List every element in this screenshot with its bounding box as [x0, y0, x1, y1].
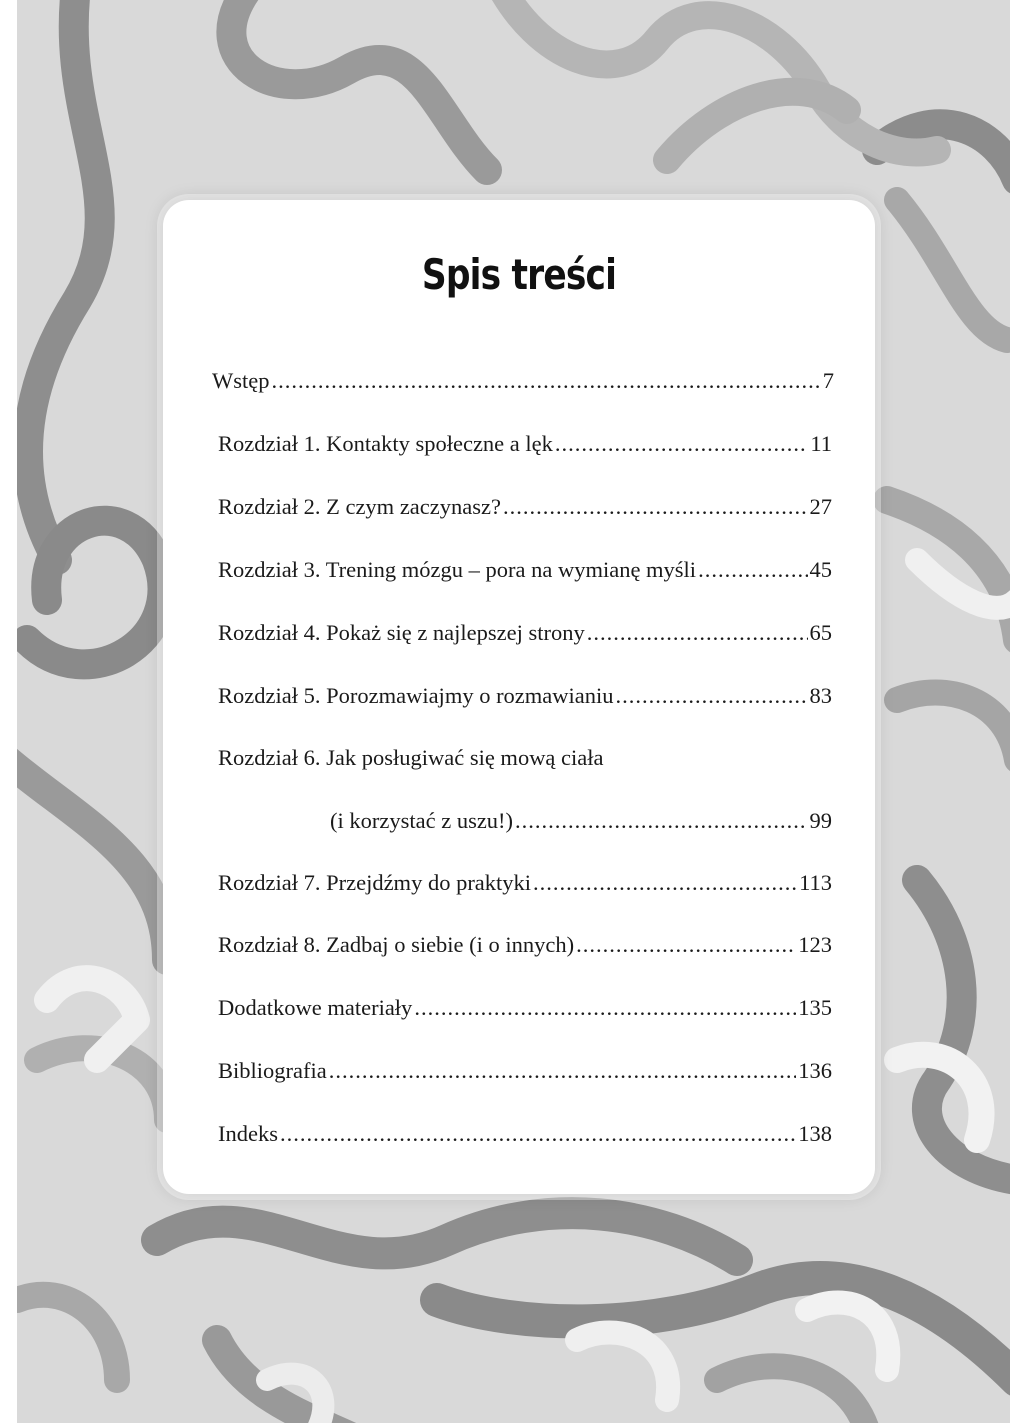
toc-leader-dots	[329, 1058, 797, 1084]
toc-entry[interactable]	[218, 431, 832, 457]
toc-entry[interactable]	[218, 995, 832, 1021]
toc-entry-label: (i korzystać z uszu!)	[330, 808, 514, 833]
toc-entry-page: 45	[809, 557, 832, 582]
toc-entry[interactable]	[218, 1058, 832, 1084]
toc-entry-page: 138	[798, 1121, 832, 1146]
toc-leader-dots	[503, 494, 808, 520]
toc-entry-page: 123	[798, 932, 832, 957]
toc-entry-label: Wstęp	[212, 368, 270, 393]
toc-entry[interactable]	[218, 557, 832, 583]
toc-entry[interactable]	[218, 932, 832, 958]
toc-entry-label: Rozdział 7. Przejdźmy do praktyki	[218, 870, 532, 895]
toc-leader-dots	[698, 557, 807, 583]
toc-entry-page: 99	[809, 808, 832, 833]
toc-leader-dots	[616, 683, 808, 709]
toc-entry-page: 135	[798, 995, 832, 1020]
toc-entry-page: 65	[809, 620, 832, 645]
toc-leader-dots	[414, 995, 796, 1021]
toc-entry[interactable]	[218, 1121, 832, 1147]
toc-leader-dots	[515, 808, 807, 834]
toc-entry[interactable]	[218, 620, 832, 646]
toc-leader-dots	[271, 368, 820, 394]
toc-entry-label: Rozdział 6. Jak posługiwać się mową ciała	[218, 745, 604, 770]
toc-leader-dots	[533, 870, 797, 896]
toc-entry-page: 7	[822, 368, 834, 393]
toc-entry-label: Dodatkowe materiały	[218, 995, 413, 1020]
toc-leader-dots	[555, 431, 808, 457]
toc-entry[interactable]	[212, 368, 834, 394]
toc-entry[interactable]	[218, 870, 832, 896]
toc-leader-dots	[587, 620, 808, 646]
toc-entry-page: 136	[798, 1058, 832, 1083]
toc-entry-label: Rozdział 4. Pokaż się z najlepszej strony	[218, 620, 585, 645]
toc-card	[163, 200, 875, 1194]
toc-entry-page: 11	[810, 431, 832, 456]
toc-entry[interactable]	[218, 683, 832, 709]
toc-entry-label: Rozdział 2. Z czym zaczynasz?	[218, 494, 501, 519]
page-title: Spis treści	[421, 250, 617, 299]
toc-entry-label: Rozdział 5. Porozmawiajmy o rozmawianiu	[218, 683, 614, 708]
toc-entry[interactable]	[218, 745, 832, 771]
toc-leader-dots	[280, 1121, 796, 1147]
toc-entry-page: 27	[809, 494, 832, 519]
toc-entry-label: Rozdział 1. Kontakty społeczne a lęk	[218, 431, 553, 456]
toc-leader-dots	[576, 932, 796, 958]
toc-entry[interactable]	[218, 494, 832, 520]
toc-entry-label: Rozdział 3. Trening mózgu – pora na wymianę myśli	[218, 557, 697, 582]
toc-entry-label: Rozdział 8. Zadbaj o siebie (i o innych)	[218, 932, 575, 957]
toc-entry-label: Bibliografia	[218, 1058, 327, 1083]
toc-entry-continuation[interactable]	[330, 808, 832, 834]
table-of-contents	[163, 200, 875, 1194]
toc-entry-page: 83	[809, 683, 832, 708]
toc-entry-page: 113	[799, 870, 832, 895]
toc-entry-label: Indeks	[218, 1121, 278, 1146]
